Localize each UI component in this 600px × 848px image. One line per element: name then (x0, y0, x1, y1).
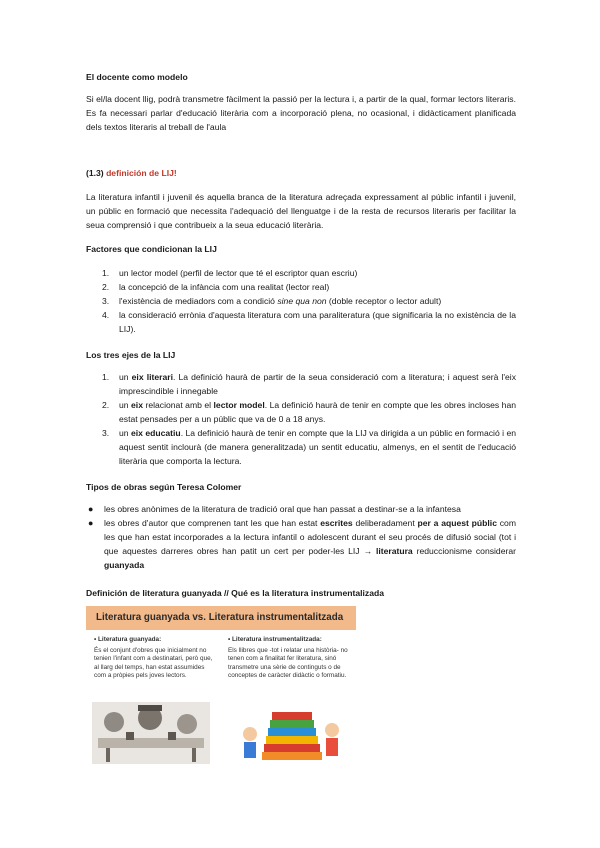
figure-right-column (228, 636, 350, 681)
list-item: 1. un lector model (perfil de lector que té el escriptor quan escriu) (102, 268, 358, 278)
figure-left-column (94, 636, 216, 681)
list-ejes (86, 370, 516, 468)
figure-banner-title: Literatura guanyada vs. Literatura instrumentalitzada (96, 612, 344, 623)
left-heading: • Literatura guanyada: (94, 636, 162, 643)
books-children-illustration-icon (236, 700, 346, 764)
heading-tipos: Tipos de obras según Teresa Colomer (86, 482, 242, 492)
heading-factores: Factores que condicionan la LIJ (86, 244, 217, 254)
right-text: Els llibres que -tot i relatar una història- no tenen com a finalitat fer literatura, sinó transmetre una sèrie de continguts o de conceptes de caràcter didàctic o formatiu. (228, 646, 348, 680)
list-item: 4. la consideració errònia d'aquesta literatura com una paraliteratura (que significaria la no existència de la LIJ). (102, 310, 516, 334)
list-item: 2. un eix relacionat amb el lector model. La definició haurà de tenir en compte que les obres incloses han estat pensades per a un públic que va de 0 a 18 anys. (102, 400, 516, 424)
tea-party-illustration-icon (92, 702, 210, 764)
heading-literatura-guanyada: Definición de literatura guanyada // Qué es la literatura instrumentalizada (86, 588, 384, 598)
list-item: 3. l'existència de mediadors com a condició sine qua non (doble receptor o lector adult) (102, 296, 442, 306)
bullet-icon: ● (88, 518, 94, 528)
section-number: (1.3) (86, 168, 104, 178)
list-item: ● les obres anònimes de la literatura de tradició oral que han passat a destinar-se a la infantesa (88, 504, 461, 514)
bullet-icon: ● (88, 504, 94, 514)
left-text: És el conjunt d'obres que inicialment no tenien l'infant com a destinatari, però que, al llarg del temps, han estat assumides com a pròpies pels joves lectors. (94, 646, 213, 680)
section-title: definición de LIJ! (106, 168, 177, 178)
heading-ejes: Los tres ejes de la LIJ (86, 350, 176, 360)
section-heading-definicion-lij (86, 166, 516, 180)
list-item: ● les obres d'autor que comprenen tant les que han estat escrites deliberadament per a aquest públic com les que han estat incorporades a la lectura infantil o adolescent durant el seu procés de difusió social (tot i que aquestes darreres obres han patit un cert per poder-les LIJ → literatura reduccionisme considerar guanyada (88, 518, 516, 570)
paragraph-definicion-lij: La literatura infantil i juvenil és aquella branca de la literatura adreçada expressament al públic infantil i juvenil, un públic en formació que necessita l'adequació del llenguatge i de la resta de recursos literaris per facilitar la seua comprensió i que contribueix a la seua educació literària. (86, 192, 516, 230)
section-heading-docente: El docente como modelo (86, 72, 188, 82)
list-item: 2. la concepció de la infància com una realitat (lector real) (102, 282, 330, 292)
list-tipos (86, 502, 516, 572)
list-item: 1. un eix literari. La definició haurà de partir de la seua consideració com a literatura; i aquest serà l'eix imprescindible i innegable (102, 372, 516, 396)
list-item: 3. un eix educatiu. La definició haurà de tenir en compte que la LIJ va dirigida a un públic en formació i en aquest sentit inclourà (de manera generalitzada) un sentit educatiu, almenys, en el sentit de l'educació literària que comporta la lectura. (102, 428, 517, 466)
right-heading: • Literatura instrumentalitzada: (228, 636, 322, 643)
paragraph-docente: Si el/la docent llig, podrà transmetre fàcilment la passió per la lectura i, a partir de la qual, formar lectors literaris. Es fa necessari parlar d'educació literària com a incorporació plena, no ocasional, i didàcticament planificada dels textos literaris al treball de l'aula (86, 94, 516, 132)
figure-guanyada-vs-instrumentalitzada (86, 606, 356, 766)
list-factores (86, 266, 516, 336)
